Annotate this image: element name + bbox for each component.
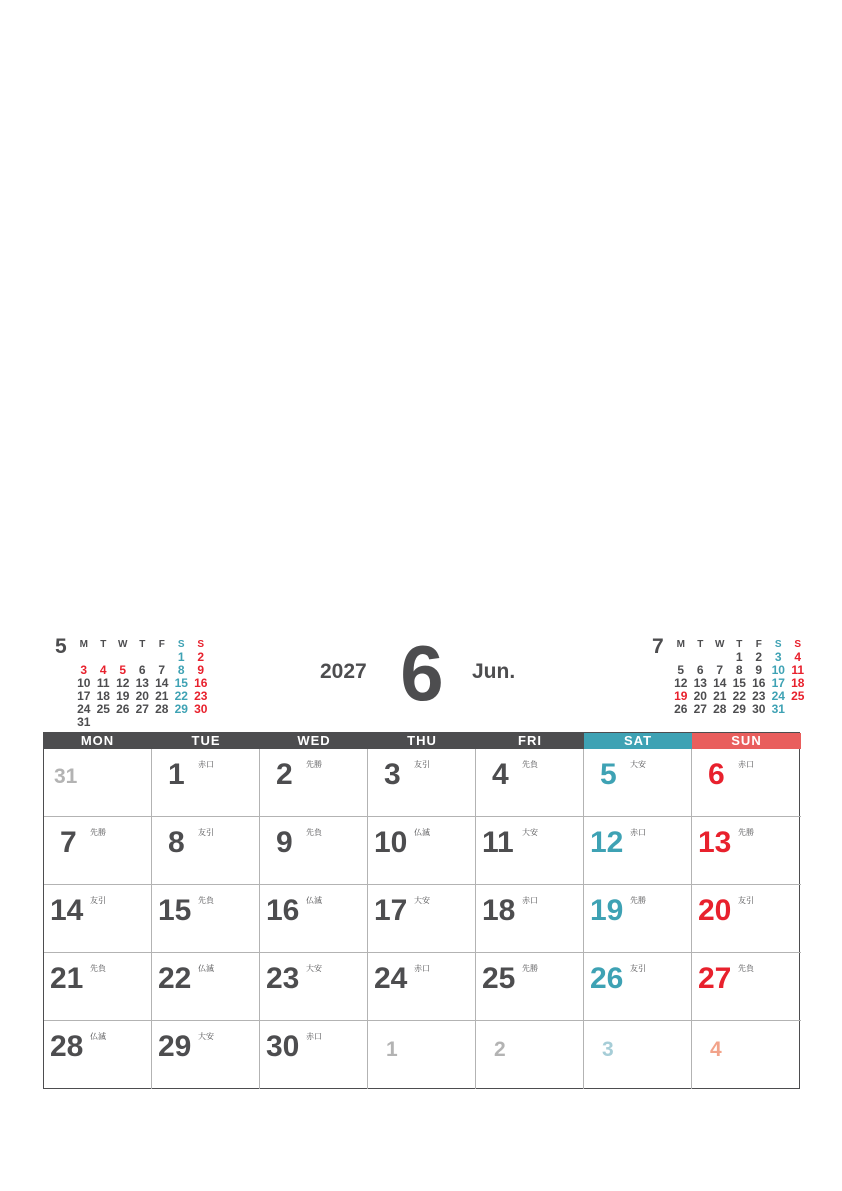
mini-weekday-header: S	[197, 639, 205, 650]
mini-day: 12	[674, 676, 688, 690]
calendar-day-cell[interactable]	[260, 885, 368, 953]
mini-day: 31	[771, 702, 785, 716]
rokuyo-label: 友引	[414, 760, 430, 769]
day-number: 9	[276, 826, 293, 859]
mini-day: 8	[735, 663, 743, 677]
rokuyo-label: 先負	[90, 964, 106, 973]
rokuyo-label: 仏滅	[306, 896, 322, 905]
mini-day: 18	[96, 689, 110, 703]
weekday-header-sun: SUN	[692, 733, 801, 749]
calendar-day-cell[interactable]	[584, 749, 692, 817]
mini-weekday-header: M	[676, 639, 685, 650]
calendar-day-cell[interactable]	[584, 1021, 692, 1089]
mini-weekday-header: S	[794, 639, 802, 650]
rokuyo-label: 大安	[198, 1032, 214, 1041]
day-number: 8	[168, 826, 185, 859]
mini-day: 5	[677, 663, 685, 677]
calendar-day-cell[interactable]	[584, 885, 692, 953]
rokuyo-label: 仏滅	[414, 828, 430, 837]
mini-day: 11	[96, 676, 110, 690]
calendar-day-cell[interactable]	[152, 885, 260, 953]
mini-day: 10	[771, 663, 785, 677]
day-number: 26	[590, 962, 624, 995]
mini-day: 30	[194, 702, 208, 716]
calendar-day-cell[interactable]	[476, 817, 584, 885]
day-number: 20	[698, 894, 732, 927]
mini-weekday-header: S	[177, 639, 185, 650]
mini-day: 25	[791, 689, 805, 703]
calendar-day-cell[interactable]	[584, 817, 692, 885]
mini-day: 3	[80, 663, 88, 677]
calendar-day-cell[interactable]	[44, 817, 152, 885]
calendar-day-cell[interactable]	[44, 1021, 152, 1089]
weekday-header-tue: TUE	[152, 733, 260, 749]
mini-weekday-header: F	[755, 639, 762, 650]
mini-day: 22	[174, 689, 188, 703]
mini-day: 2	[197, 650, 205, 664]
rokuyo-label: 赤口	[306, 1032, 322, 1041]
day-number: 3	[602, 1038, 614, 1061]
mini-day: 7	[716, 663, 724, 677]
mini-weekday-header: S	[774, 639, 782, 650]
day-number: 13	[698, 826, 732, 859]
mini-day: 28	[713, 702, 727, 716]
mini-day: 13	[693, 676, 707, 690]
mini-day: 1	[177, 650, 185, 664]
day-number: 18	[482, 894, 516, 927]
rokuyo-label: 大安	[522, 828, 538, 837]
calendar-day-cell[interactable]	[584, 953, 692, 1021]
rokuyo-label: 友引	[90, 896, 106, 905]
day-number: 11	[482, 826, 514, 859]
weekday-header-wed: WED	[260, 733, 368, 749]
day-number: 29	[158, 1030, 192, 1063]
weekday-header-sat: SAT	[584, 733, 692, 749]
mini-day: 16	[194, 676, 208, 690]
mini-day: 17	[77, 689, 91, 703]
rokuyo-label: 先負	[198, 896, 214, 905]
rokuyo-label: 大安	[630, 760, 646, 769]
rokuyo-label: 先勝	[90, 828, 106, 837]
calendar-day-cell[interactable]	[44, 953, 152, 1021]
day-number: 1	[168, 758, 185, 791]
mini-day: 8	[177, 663, 185, 677]
rokuyo-label: 赤口	[522, 896, 538, 905]
mini-day: 10	[77, 676, 91, 690]
day-number: 30	[266, 1030, 300, 1063]
calendar-day-cell[interactable]	[476, 749, 584, 817]
mini-day: 20	[693, 689, 707, 703]
mini-weekday-header: T	[100, 639, 107, 650]
day-number: 23	[266, 962, 300, 995]
mini-day: 9	[197, 663, 205, 677]
mini-day: 13	[135, 676, 149, 690]
mini-day: 28	[155, 702, 169, 716]
mini-day: 7	[158, 663, 166, 677]
mini-day	[788, 703, 808, 716]
weekday-header-fri: FRI	[476, 733, 584, 749]
calendar-day-cell[interactable]	[476, 885, 584, 953]
mini-day: 27	[693, 702, 707, 716]
mini-day	[191, 716, 211, 729]
rokuyo-label: 友引	[630, 964, 646, 973]
mini-day	[152, 716, 172, 729]
mini-day	[113, 716, 133, 729]
day-number: 19	[590, 894, 624, 927]
rokuyo-label: 赤口	[738, 760, 754, 769]
calendar-day-cell[interactable]	[152, 749, 260, 817]
month-calendar-grid	[43, 732, 800, 1089]
calendar-day-cell[interactable]	[260, 817, 368, 885]
calendar-day-cell[interactable]	[476, 1021, 584, 1089]
mini-calendar-grid	[74, 638, 211, 729]
mini-day: 20	[135, 689, 149, 703]
mini-day: 19	[116, 689, 130, 703]
calendar-day-cell[interactable]	[368, 817, 476, 885]
day-number: 24	[374, 962, 408, 995]
mini-day: 1	[735, 650, 743, 664]
mini-day: 21	[713, 689, 727, 703]
mini-day: 15	[174, 676, 188, 690]
mini-weekday-header: W	[118, 639, 128, 650]
mini-day: 29	[174, 702, 188, 716]
mini-weekday-header: F	[158, 639, 165, 650]
mini-day: 26	[674, 702, 688, 716]
mini-day: 17	[771, 676, 785, 690]
mini-day: 9	[755, 663, 763, 677]
day-number: 17	[374, 894, 408, 927]
calendar-day-cell[interactable]	[476, 953, 584, 1021]
mini-day: 2	[755, 650, 763, 664]
day-number: 31	[54, 765, 78, 788]
rokuyo-label: 先負	[306, 828, 322, 837]
mini-day: 22	[732, 689, 746, 703]
mini-calendar-grid	[671, 638, 808, 716]
mini-day	[172, 716, 192, 729]
mini-day: 14	[155, 676, 169, 690]
mini-day: 18	[791, 676, 805, 690]
rokuyo-label: 仏滅	[90, 1032, 106, 1041]
mini-day: 12	[116, 676, 130, 690]
day-number: 21	[50, 962, 84, 995]
day-number: 22	[158, 962, 192, 995]
rokuyo-label: 先勝	[738, 828, 754, 837]
calendar-day-cell[interactable]	[692, 953, 801, 1021]
weekday-header-mon: MON	[43, 733, 152, 749]
day-number: 10	[374, 826, 408, 859]
mini-day: 29	[732, 702, 746, 716]
mini-day	[94, 716, 114, 729]
calendar-day-cell[interactable]	[692, 885, 801, 953]
mini-day: 14	[713, 676, 727, 690]
mini-month-number: 5	[55, 635, 67, 658]
rokuyo-label: 赤口	[630, 828, 646, 837]
mini-weekday-header: W	[715, 639, 725, 650]
mini-day: 4	[794, 650, 802, 664]
mini-day: 19	[674, 689, 688, 703]
calendar-day-cell[interactable]	[152, 953, 260, 1021]
day-number: 6	[708, 758, 725, 791]
rokuyo-label: 赤口	[198, 760, 214, 769]
weekday-header-thu: THU	[368, 733, 476, 749]
mini-day: 24	[77, 702, 91, 716]
mini-day: 16	[752, 676, 766, 690]
mini-weekday-header: M	[79, 639, 88, 650]
month-number: 6	[400, 629, 444, 717]
calendar-day-cell[interactable]	[368, 885, 476, 953]
mini-day	[133, 716, 153, 729]
calendar-day-cell[interactable]	[44, 749, 152, 817]
day-number: 28	[50, 1030, 84, 1063]
rokuyo-label: 大安	[414, 896, 430, 905]
day-number: 4	[492, 758, 509, 791]
calendar-day-cell[interactable]	[368, 953, 476, 1021]
day-number: 27	[698, 962, 732, 995]
rokuyo-label: 先勝	[306, 760, 322, 769]
year-label: 2027	[320, 660, 367, 683]
rokuyo-label: 先負	[738, 964, 754, 973]
calendar-day-cell[interactable]	[692, 817, 801, 885]
mini-day: 23	[194, 689, 208, 703]
calendar-day-cell[interactable]	[692, 749, 801, 817]
mini-day: 25	[96, 702, 110, 716]
rokuyo-label: 友引	[738, 896, 754, 905]
day-number: 2	[494, 1038, 506, 1061]
day-number: 12	[590, 826, 624, 859]
mini-day: 4	[99, 663, 107, 677]
day-number: 5	[600, 758, 617, 791]
calendar-day-cell[interactable]	[44, 885, 152, 953]
day-number: 25	[482, 962, 516, 995]
mini-day: 15	[732, 676, 746, 690]
mini-day: 5	[119, 663, 127, 677]
calendar-day-cell[interactable]	[260, 1021, 368, 1089]
mini-day: 26	[116, 702, 130, 716]
rokuyo-label: 仏滅	[198, 964, 214, 973]
day-number: 15	[158, 894, 192, 927]
calendar-day-cell[interactable]	[152, 817, 260, 885]
mini-day: 27	[135, 702, 149, 716]
mini-day: 21	[155, 689, 169, 703]
calendar-day-cell[interactable]	[368, 749, 476, 817]
rokuyo-label: 大安	[306, 964, 322, 973]
day-number: 7	[60, 826, 77, 859]
day-number: 2	[276, 758, 293, 791]
rokuyo-label: 先勝	[630, 896, 646, 905]
mini-weekday-header: T	[697, 639, 704, 650]
calendar-day-cell[interactable]	[260, 953, 368, 1021]
calendar-day-cell[interactable]	[692, 1021, 801, 1089]
mini-month-number: 7	[652, 635, 664, 658]
mini-day: 3	[774, 650, 782, 664]
mini-weekday-header: T	[139, 639, 146, 650]
rokuyo-label: 赤口	[414, 964, 430, 973]
mini-day: 11	[791, 663, 805, 677]
calendar-day-cell[interactable]	[152, 1021, 260, 1089]
calendar-day-cell[interactable]	[260, 749, 368, 817]
mini-day: 23	[752, 689, 766, 703]
day-number: 4	[710, 1038, 722, 1061]
day-number: 14	[50, 894, 84, 927]
day-number: 3	[384, 758, 401, 791]
rokuyo-label: 先負	[522, 760, 538, 769]
month-english: Jun.	[472, 660, 516, 683]
mini-day: 24	[771, 689, 785, 703]
mini-day: 6	[696, 663, 704, 677]
calendar-day-cell[interactable]	[368, 1021, 476, 1089]
mini-day: 6	[138, 663, 146, 677]
day-number: 1	[386, 1038, 398, 1061]
day-number: 16	[266, 894, 300, 927]
mini-weekday-header: T	[736, 639, 743, 650]
rokuyo-label: 友引	[198, 828, 214, 837]
mini-day: 30	[752, 702, 766, 716]
rokuyo-label: 先勝	[522, 964, 538, 973]
mini-day: 31	[77, 715, 91, 729]
